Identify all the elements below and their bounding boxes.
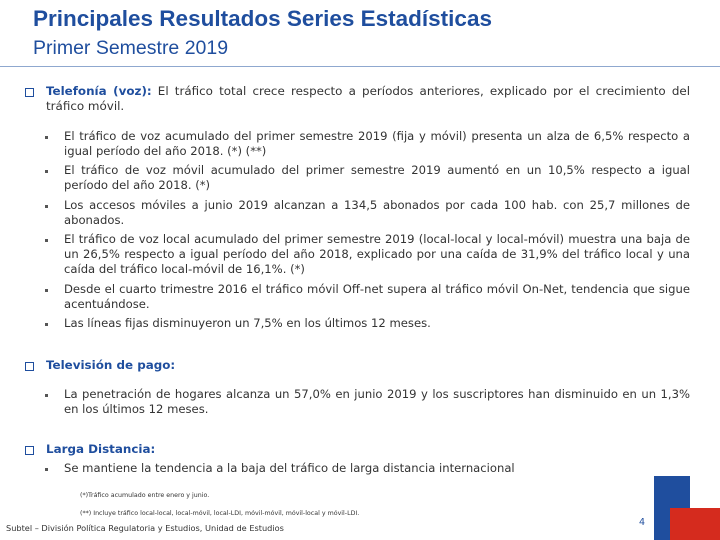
header-divider	[0, 66, 720, 67]
chile-flag-logo-icon	[654, 476, 720, 540]
page-number: 4	[639, 517, 646, 528]
bullet-icon	[45, 323, 48, 326]
bullet-text: La penetración de hogares alcanza un 57,0% en junio 2019 y los suscriptores han disminuido en un 1,3% en los últimos 12 meses.	[64, 387, 690, 416]
section-intro: El tráfico total crece respecto a períodos anteriores, explicado por el crecimiento del tráfico móvil.	[46, 84, 690, 113]
bullet-icon	[45, 239, 48, 242]
bullet-icon	[45, 468, 48, 471]
bullet-text: Los accesos móviles a junio 2019 alcanzan a 134,5 abonados por cada 100 hab. con 25,7 millones de abonados.	[64, 198, 690, 227]
section-telefonia	[46, 84, 690, 114]
section-heading: Larga Distancia:	[46, 442, 156, 456]
footnote: (*)Tráfico acumulado entre enero y junio.	[80, 492, 210, 499]
section-checkbox-icon	[25, 446, 34, 455]
bullet-icon	[45, 394, 48, 397]
section-checkbox-icon	[25, 88, 34, 97]
bullet-text: El tráfico de voz móvil acumulado del primer semestre 2019 aumentó en un 10,5% respecto a igual período del año 2018. (*)	[64, 163, 690, 192]
bullet-icon	[45, 205, 48, 208]
bullet-icon	[45, 170, 48, 173]
section-checkbox-icon	[25, 362, 34, 371]
footnote: (**) Incluye tráfico local-local, local-móvil, local-LDI, móvil-móvil, móvil-local y móvil-LDI.	[80, 510, 360, 517]
section-heading: Televisión de pago:	[46, 358, 176, 372]
footer-source: Subtel – División Política Regulatoria y Estudios, Unidad de Estudios	[6, 523, 284, 533]
bullet-text: El tráfico de voz acumulado del primer semestre 2019 (fija y móvil) presenta un alza de 6,5% respecto a igual período del año 2018. (*) (**)	[64, 129, 690, 158]
bullet-icon	[45, 136, 48, 139]
bullet-text: El tráfico de voz local acumulado del primer semestre 2019 (local-local y local-móvil) muestra una baja de un 26,5% respecto a igual período del año 2018, explicado por una caída de 31,9% del tráfico local y una caída del tráfico local-móvil de 16,1%. (*)	[64, 232, 690, 276]
bullet-text: Se mantiene la tendencia a la baja del tráfico de larga distancia internacional	[64, 461, 515, 475]
bullet-icon	[45, 289, 48, 292]
bullet-text: Las líneas fijas disminuyeron un 7,5% en los últimos 12 meses.	[64, 316, 431, 330]
section-heading: Telefonía (voz):	[46, 84, 152, 98]
page-title: Principales Resultados Series Estadísticas	[33, 6, 492, 31]
page-subtitle: Primer Semestre 2019	[33, 37, 229, 59]
bullet-text: Desde el cuarto trimestre 2016 el tráfico móvil Off-net supera al tráfico móvil On-Net, tendencia que sigue acentuándose.	[64, 282, 690, 311]
